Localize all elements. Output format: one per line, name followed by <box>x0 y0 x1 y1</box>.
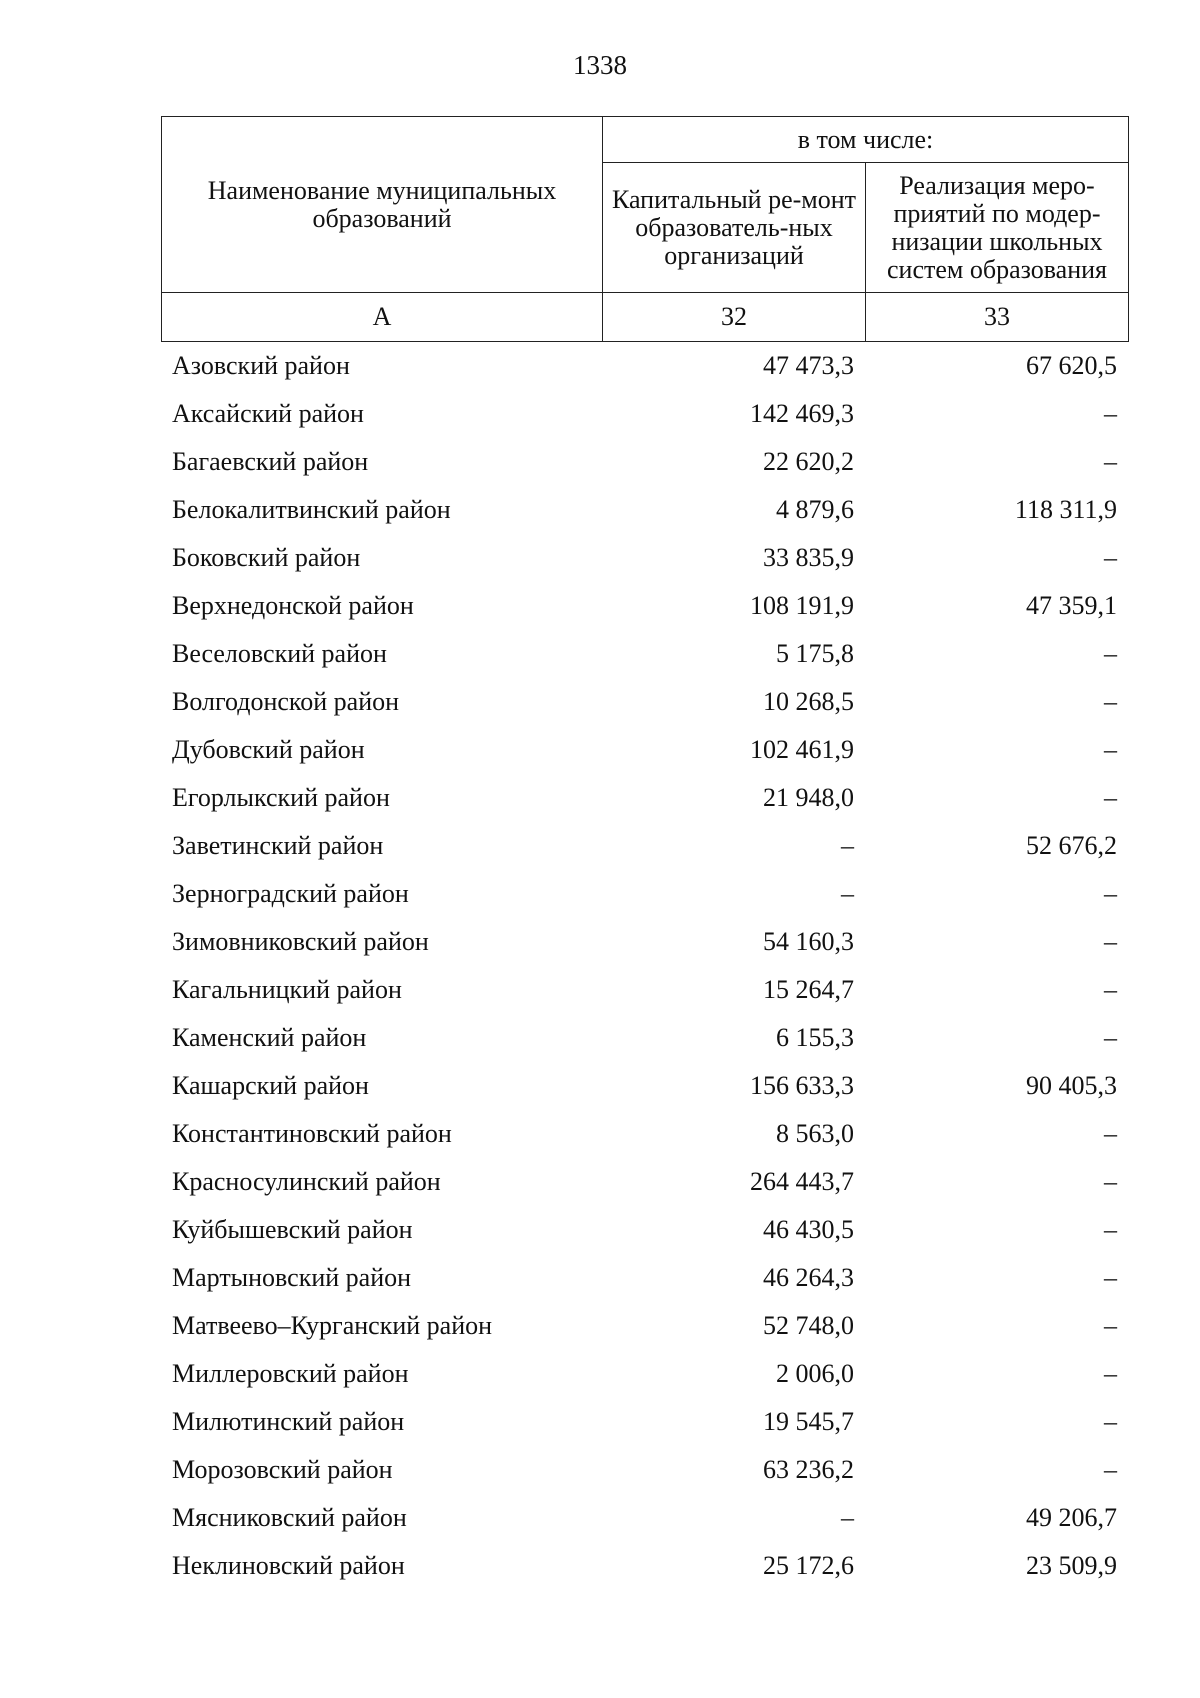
row-name-cell: Миллеровский район <box>172 1359 409 1388</box>
row-col-32-cell: 22 620,2 <box>763 447 854 476</box>
row-name-cell: Белокалитвинский район <box>172 495 451 524</box>
row-name-cell: Куйбышевский район <box>172 1215 413 1244</box>
row-col-33-cell: – <box>1104 1263 1117 1292</box>
row-name-cell: Егорлыкский район <box>172 783 390 812</box>
row-name-cell: Багаевский район <box>172 447 369 476</box>
header-name-column: Наименование муниципальных образований <box>162 117 603 293</box>
table-row <box>161 870 1129 918</box>
row-col-33-cell: – <box>1104 1119 1117 1148</box>
row-col-33-cell: 23 509,9 <box>1026 1551 1117 1580</box>
row-name-cell: Веселовский район <box>172 639 387 668</box>
table-row <box>161 1302 1129 1350</box>
row-col-33-cell: 49 206,7 <box>1026 1503 1117 1532</box>
row-name-cell: Неклиновский район <box>172 1551 405 1580</box>
row-col-33-cell: – <box>1104 975 1117 1004</box>
row-col-32-cell: – <box>841 879 854 908</box>
row-col-32-cell: 46 430,5 <box>763 1215 854 1244</box>
row-col-33-cell: – <box>1104 687 1117 716</box>
row-col-33-cell: – <box>1104 399 1117 428</box>
row-col-32-cell: 142 469,3 <box>750 399 854 428</box>
table-row <box>161 1062 1129 1110</box>
row-name-cell: Зимовниковский район <box>172 927 429 956</box>
table-row <box>161 486 1129 534</box>
row-col-32-cell: 108 191,9 <box>750 591 854 620</box>
row-col-32-cell: 46 264,3 <box>763 1263 854 1292</box>
table-row <box>161 822 1129 870</box>
table-row <box>161 1014 1129 1062</box>
row-col-32-cell: 63 236,2 <box>763 1455 854 1484</box>
row-col-32-cell: 21 948,0 <box>763 783 854 812</box>
table-row <box>161 390 1129 438</box>
table-row <box>161 438 1129 486</box>
row-name-cell: Зерноградский район <box>172 879 409 908</box>
table-row <box>161 1494 1129 1542</box>
row-col-33-cell: – <box>1104 735 1117 764</box>
header-group: в том числе: <box>603 117 1128 163</box>
row-col-32-cell: 19 545,7 <box>763 1407 854 1436</box>
table-header <box>161 116 1129 342</box>
row-col-32-cell: 102 461,9 <box>750 735 854 764</box>
row-col-33-cell: – <box>1104 879 1117 908</box>
table-row <box>161 582 1129 630</box>
row-name-cell: Милютинский район <box>172 1407 405 1436</box>
table-row <box>161 726 1129 774</box>
row-col-32-cell: 264 443,7 <box>750 1167 854 1196</box>
table-row <box>161 1158 1129 1206</box>
row-col-33-cell: – <box>1104 1359 1117 1388</box>
header-col-33: Реализация меро-приятий по модер-низации школьных систем образования <box>866 163 1128 293</box>
row-name-cell: Матвеево–Курганский район <box>172 1311 493 1340</box>
table-row <box>161 1542 1129 1590</box>
row-col-33-cell: 52 676,2 <box>1026 831 1117 860</box>
table-row <box>161 1110 1129 1158</box>
row-name-cell: Мясниковский район <box>172 1503 407 1532</box>
row-name-cell: Морозовский район <box>172 1455 393 1484</box>
row-name-cell: Верхнедонской район <box>172 591 414 620</box>
row-col-32-cell: 15 264,7 <box>763 975 854 1004</box>
row-name-cell: Аксайский район <box>172 399 364 428</box>
row-col-33-cell: – <box>1104 447 1117 476</box>
row-col-33-cell: – <box>1104 1215 1117 1244</box>
row-name-cell: Боковский район <box>172 543 361 572</box>
page-number: 1338 <box>573 50 627 80</box>
row-col-32-cell: 2 006,0 <box>776 1359 854 1388</box>
row-name-cell: Каменский район <box>172 1023 367 1052</box>
row-col-32-cell: – <box>841 831 854 860</box>
row-col-32-cell: – <box>841 1503 854 1532</box>
row-name-cell: Кагальницкий район <box>172 975 402 1004</box>
header-col-32: Капитальный ре-монт образователь-ных организаций <box>603 163 866 293</box>
header-index-a: А <box>162 293 603 341</box>
row-name-cell: Кашарский район <box>172 1071 369 1100</box>
row-col-33-cell: – <box>1104 543 1117 572</box>
row-name-cell: Азовский район <box>172 351 350 380</box>
row-col-32-cell: 4 879,6 <box>776 495 854 524</box>
table-row <box>161 1446 1129 1494</box>
row-col-33-cell: 90 405,3 <box>1026 1071 1117 1100</box>
row-col-32-cell: 10 268,5 <box>763 687 854 716</box>
header-index-33: 33 <box>984 302 1010 331</box>
row-col-33-cell: – <box>1104 1311 1117 1340</box>
row-col-32-cell: 52 748,0 <box>763 1311 854 1340</box>
row-col-32-cell: 5 175,8 <box>776 639 854 668</box>
row-col-32-cell: 8 563,0 <box>776 1119 854 1148</box>
row-col-32-cell: 47 473,3 <box>763 351 854 380</box>
table-row <box>161 774 1129 822</box>
table-row <box>161 1254 1129 1302</box>
row-name-cell: Мартыновский район <box>172 1263 412 1292</box>
table-body <box>161 342 1129 1590</box>
row-col-33-cell: – <box>1104 927 1117 956</box>
row-col-33-cell: – <box>1104 1167 1117 1196</box>
table-row <box>161 1350 1129 1398</box>
table-row <box>161 966 1129 1014</box>
row-col-32-cell: 6 155,3 <box>776 1023 854 1052</box>
table-row <box>161 678 1129 726</box>
row-col-33-cell: 118 311,9 <box>1014 495 1117 524</box>
row-col-33-cell: – <box>1104 1455 1117 1484</box>
header-index-32: 32 <box>603 293 866 341</box>
row-col-33-cell: 47 359,1 <box>1026 591 1117 620</box>
row-name-cell: Заветинский район <box>172 831 384 860</box>
table-row <box>161 630 1129 678</box>
row-col-32-cell: 33 835,9 <box>763 543 854 572</box>
table-row <box>161 534 1129 582</box>
table-row <box>161 1206 1129 1254</box>
row-name-cell: Константиновский район <box>172 1119 452 1148</box>
row-col-32-cell: 156 633,3 <box>750 1071 854 1100</box>
row-col-32-cell: 54 160,3 <box>763 927 854 956</box>
row-col-33-cell: – <box>1104 783 1117 812</box>
table-row <box>161 918 1129 966</box>
table-row <box>161 342 1129 390</box>
row-col-33-cell: – <box>1104 1407 1117 1436</box>
row-col-33-cell: – <box>1104 1023 1117 1052</box>
row-col-32-cell: 25 172,6 <box>763 1551 854 1580</box>
row-col-33-cell: – <box>1104 639 1117 668</box>
table-row <box>161 1398 1129 1446</box>
row-col-33-cell: 67 620,5 <box>1026 351 1117 380</box>
row-name-cell: Дубовский район <box>172 735 365 764</box>
row-name-cell: Красносулинский район <box>172 1167 441 1196</box>
data-table <box>161 116 1129 1590</box>
row-name-cell: Волгодонской район <box>172 687 400 716</box>
